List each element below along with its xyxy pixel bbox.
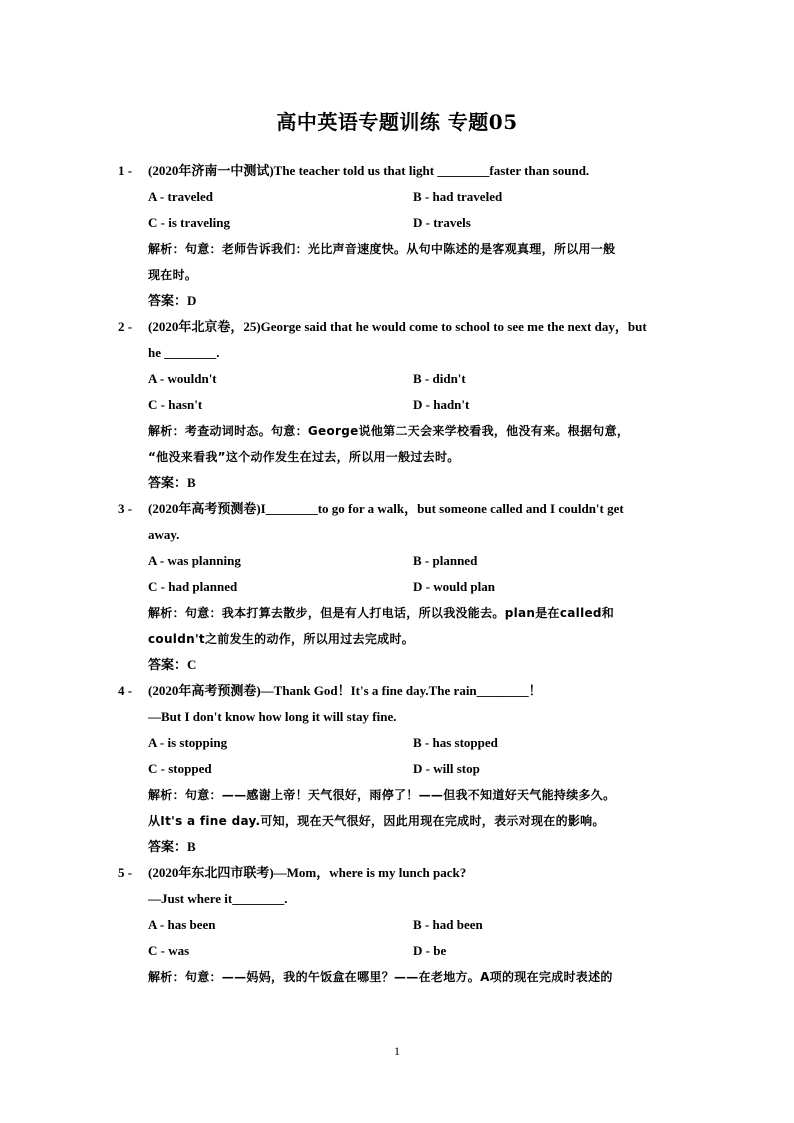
option-c: C - was: [148, 943, 190, 958]
question-stem: [118, 158, 678, 184]
option-c: C - had planned: [148, 579, 238, 594]
stem-continuation: he ________.: [148, 345, 220, 360]
option-b: B - planned: [413, 553, 478, 568]
explanation-line: “他没来看我”这个动作发生在过去，所以用一般过去时。: [148, 450, 460, 464]
option-b: B - had been: [413, 917, 483, 932]
option-d: D - hadn't: [413, 397, 470, 412]
stem-text: (2020年高考预测卷)—Thank God！It's a fine day.The rain________！: [148, 683, 542, 698]
option-c: C - hasn't: [148, 397, 203, 412]
explanation-line: 解析：句意：——妈妈，我的午饭盒在哪里？——在老地方。A项的现在完成时表述的: [148, 970, 613, 984]
options-row: [118, 574, 678, 600]
options-row: [118, 366, 678, 392]
question-3: [118, 496, 678, 678]
explanation-line: 解析：考查动词时态。句意：George说他第二天会来学校看我，他没有来。根据句意，: [148, 424, 630, 438]
question-stem: [118, 496, 678, 522]
question-5: [118, 860, 678, 990]
options-row: [118, 912, 678, 938]
stem-text: (2020年济南一中测试)The teacher told us that light ________faster than sound.: [148, 163, 590, 178]
stem-continuation: away.: [148, 527, 180, 542]
answer-line: 答案：B: [148, 839, 196, 854]
answer-line: 答案：B: [148, 475, 196, 490]
question-number: 2 -: [118, 319, 133, 334]
explanation-line: 从It's a fine day.可知，现在天气很好，因此用现在完成时，表示对现在的影响。: [148, 814, 605, 828]
options-row: [118, 184, 678, 210]
question-number: 4 -: [118, 683, 133, 698]
question-stem: [118, 314, 678, 340]
option-c: C - is traveling: [148, 215, 230, 230]
stem-continuation: —But I don't know how long it will stay fine.: [148, 709, 397, 724]
answer-line: 答案：C: [148, 657, 197, 672]
options-row: [118, 730, 678, 756]
stem-text: (2020年高考预测卷)I________to go for a walk，but someone called and I couldn't get: [148, 501, 624, 516]
question-4: [118, 678, 678, 860]
question-1: [118, 158, 678, 314]
question-number: 5 -: [118, 865, 133, 880]
option-d: D - travels: [413, 215, 471, 230]
options-row: [118, 210, 678, 236]
option-d: D - would plan: [413, 579, 495, 594]
option-a: A - was planning: [148, 553, 241, 568]
option-d: D - be: [413, 943, 447, 958]
option-b: B - didn't: [413, 371, 466, 386]
explanation-line: 现在时。: [148, 268, 198, 282]
options-row: [118, 938, 678, 964]
page-number: 1: [394, 1044, 400, 1058]
stem-text: (2020年北京卷，25)George said that he would come to school to see me the next day，but: [148, 319, 647, 334]
answer-line: 答案：D: [148, 293, 197, 308]
question-number: 1 -: [118, 163, 133, 178]
stem-continuation: —Just where it________.: [148, 891, 288, 906]
explanation-line: 解析：句意：老师告诉我们：光比声音速度快。从句中陈述的是客观真理，所以用一般: [148, 242, 616, 256]
options-row: [118, 756, 678, 782]
option-b: B - had traveled: [413, 189, 503, 204]
option-b: B - has stopped: [413, 735, 498, 750]
option-a: A - wouldn't: [148, 371, 217, 386]
options-row: [118, 392, 678, 418]
explanation-line: couldn't之前发生的动作，所以用过去完成时。: [148, 632, 415, 646]
stem-text: (2020年东北四市联考)—Mom，where is my lunch pack?: [148, 865, 467, 880]
question-number: 3 -: [118, 501, 133, 516]
option-c: C - stopped: [148, 761, 212, 776]
question-2: [118, 314, 678, 496]
explanation-line: 解析：句意：我本打算去散步，但是有人打电话，所以我没能去。plan是在called和: [148, 606, 615, 620]
explanation-line: 解析：句意：——感谢上帝！天气很好，雨停了！——但我不知道好天气能持续多久。: [148, 788, 616, 802]
option-a: A - is stopping: [148, 735, 228, 750]
option-a: A - has been: [148, 917, 216, 932]
page-title: 高中英语专题训练 专题05: [276, 110, 518, 134]
question-list: [118, 158, 678, 990]
options-row: [118, 548, 678, 574]
question-stem: [118, 860, 678, 886]
question-stem: [118, 678, 678, 704]
option-a: A - traveled: [148, 189, 213, 204]
option-d: D - will stop: [413, 761, 480, 776]
